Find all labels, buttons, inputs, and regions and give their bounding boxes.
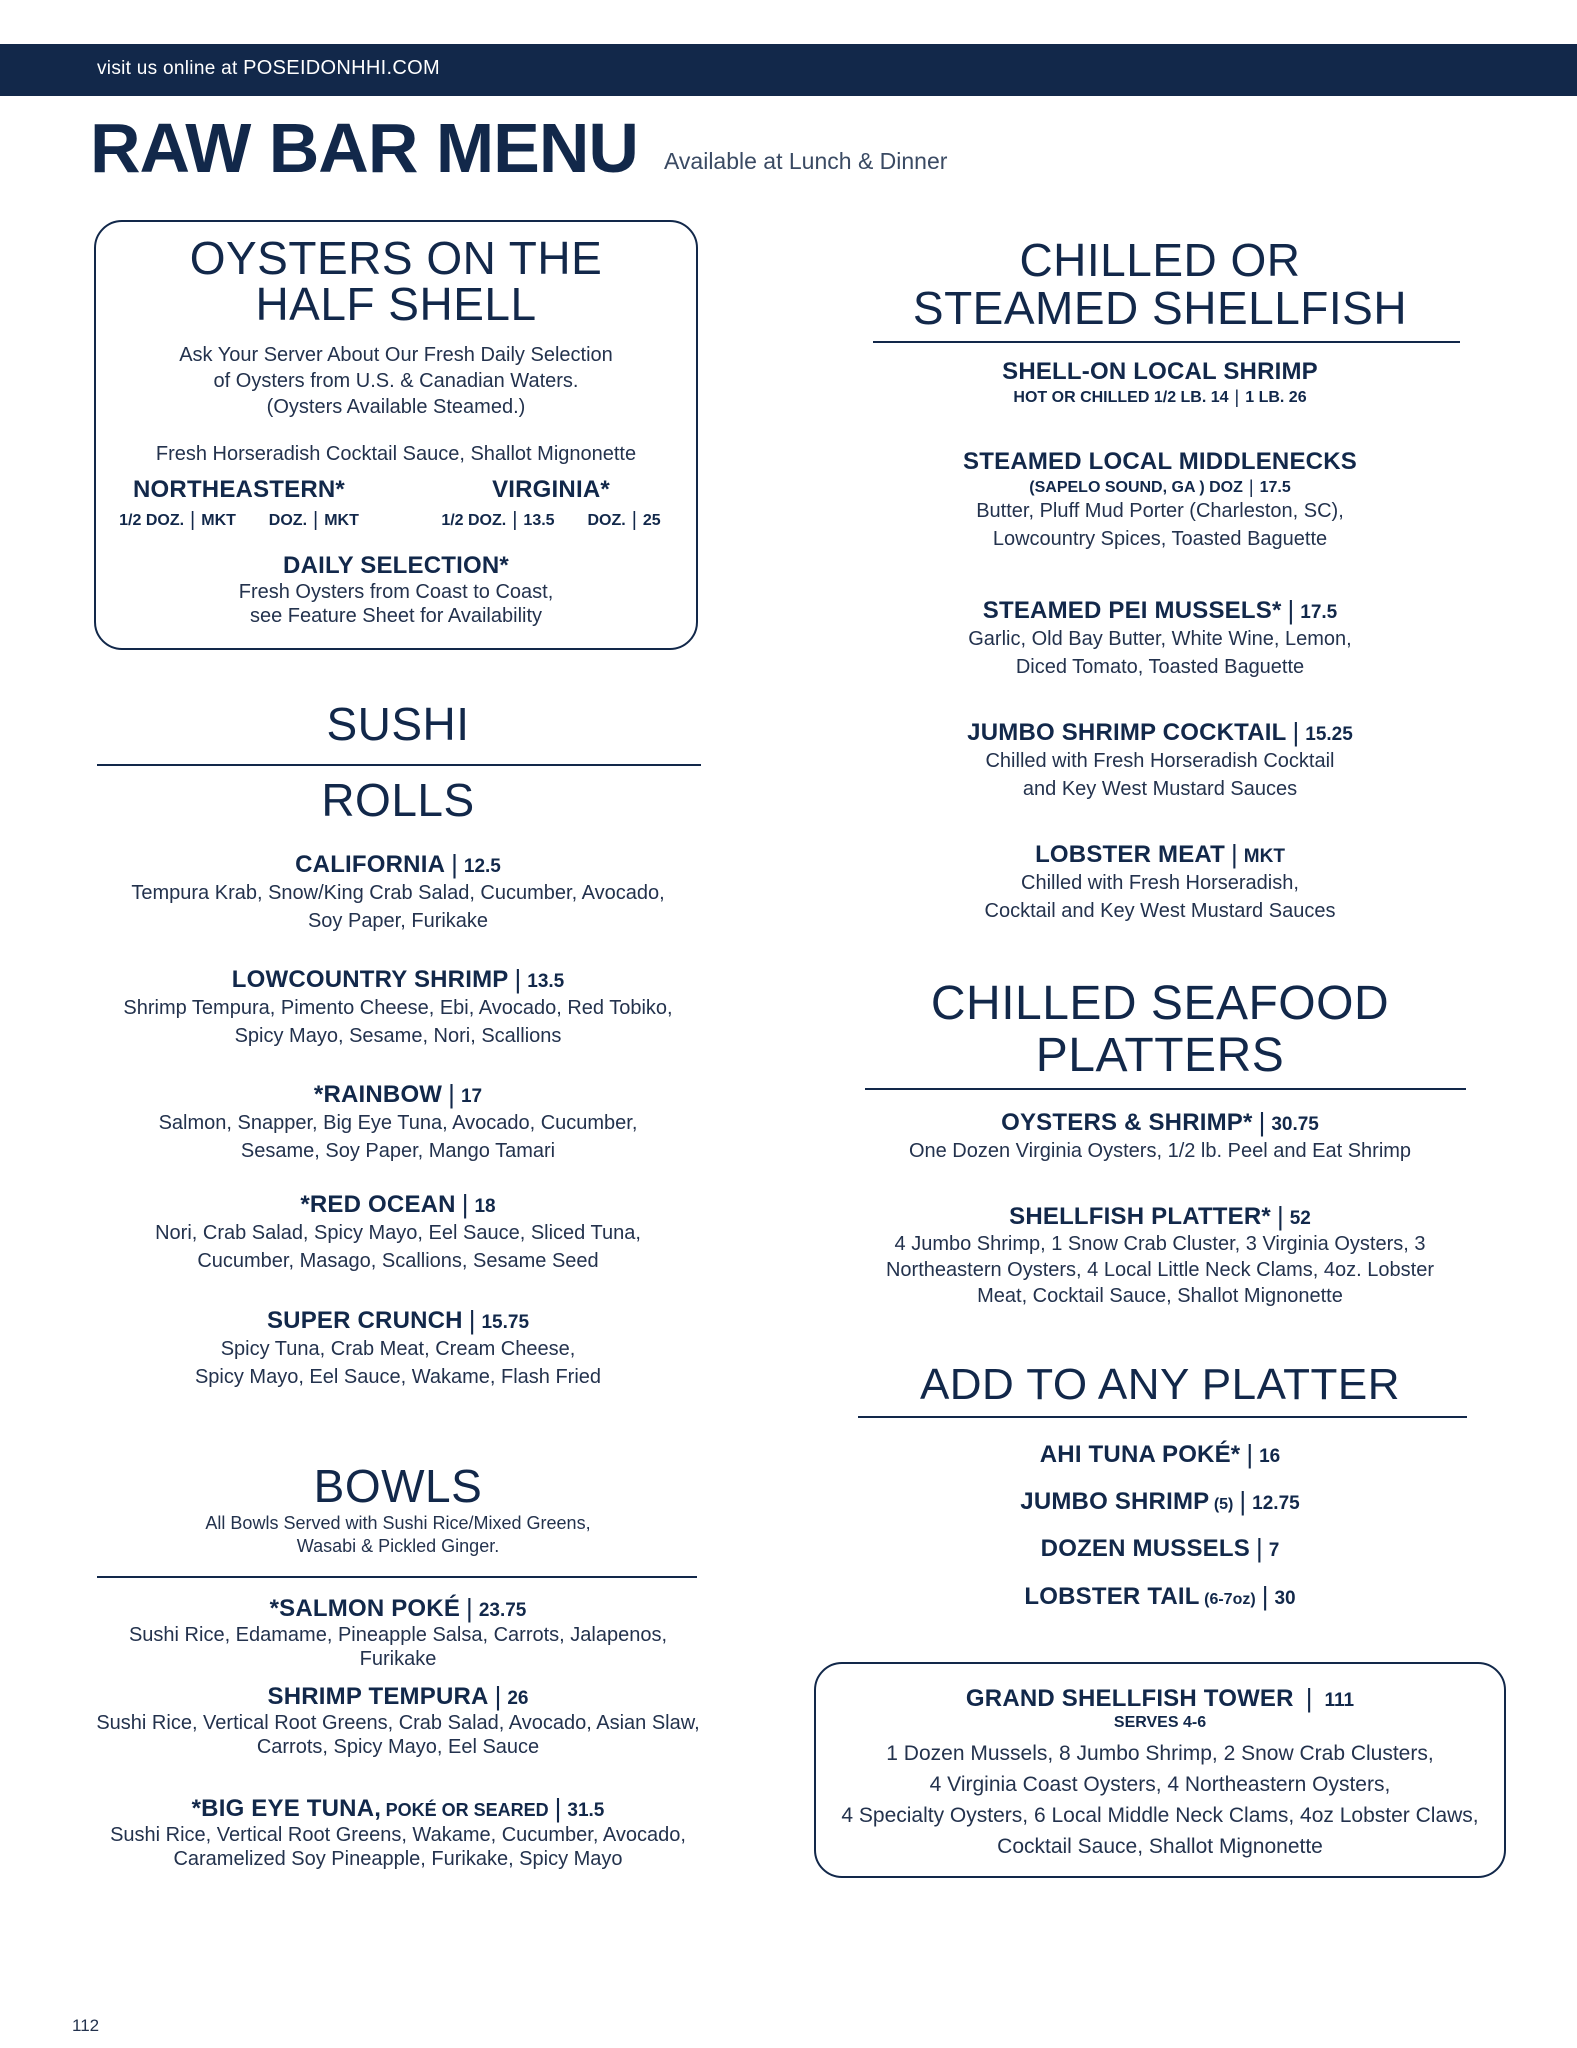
addon-item: AHI TUNA POKÉ* | 16 bbox=[1039, 1439, 1281, 1469]
daily-selection-desc: Fresh Oysters from Coast to Coast, see Feature Sheet for Availability bbox=[238, 581, 554, 627]
page-title: RAW BAR MENU bbox=[90, 109, 638, 187]
bowls-heading bbox=[88, 1462, 708, 1558]
rolls-heading bbox=[88, 776, 708, 824]
tower-heading: GRAND SHELLFISH TOWER | 111 bbox=[965, 1683, 1355, 1713]
shellfish-item: LOBSTER MEAT | MKT Chilled with Fresh Horseradish, Cocktail and Key West Mustard Sauces bbox=[984, 839, 1336, 922]
platter-item: SHELLFISH PLATTER* | 52 4 Jumbo Shrimp, 1 Snow Crab Cluster, 3 Virginia Oysters, 3 Northeastern Oysters, 4 Local Little Neck Clams, 4oz. Lobster Meat, Cocktail Sauce, Shallot Mignonette bbox=[885, 1201, 1434, 1307]
shellfish-title-line1: CHILLED OR bbox=[1019, 234, 1301, 286]
addons-heading bbox=[860, 1362, 1460, 1408]
northeastern-prices: 1/2 DOZ. | MKT DOZ. | MKT bbox=[119, 509, 359, 531]
tower-serves: SERVES 4-6 bbox=[1113, 1714, 1207, 1731]
virginia-name: VIRGINIA* bbox=[492, 476, 610, 503]
top-banner bbox=[0, 44, 1577, 96]
sushi-section bbox=[88, 700, 708, 748]
roll-item: *RED OCEAN | 18 Nori, Crab Salad, Spicy Mayo, Eel Sauce, Sliced Tuna, Cucumber, Masago, Scallions, Sesame Seed bbox=[155, 1189, 641, 1272]
virginia-oyster bbox=[416, 476, 686, 531]
website-prefix: visit us online at bbox=[97, 58, 244, 79]
shellfish-item: STEAMED PEI MUSSELS* | 17.5 Garlic, Old Bay Butter, White Wine, Lemon, Diced Tomato, Toasted Baguette bbox=[968, 595, 1352, 678]
virginia-prices: 1/2 DOZ. | 13.5 DOZ. | 25 bbox=[441, 509, 661, 531]
platter-item: OYSTERS & SHRIMP* | 30.75 One Dozen Virginia Oysters, 1/2 lb. Peel and Eat Shrimp bbox=[908, 1107, 1412, 1162]
oysters-intro-line: Ask Your Server About Our Fresh Daily Selection bbox=[179, 344, 613, 366]
shellfish-heading bbox=[860, 236, 1460, 333]
tower-desc: 1 Dozen Mussels, 8 Jumbo Shrimp, 2 Snow Crab Clusters, 4 Virginia Coast Oysters, 4 Northeastern Oysters, 4 Specialty Oysters, 6 Local Middle Neck Clams, 4oz Lobster Claws, Cocktail Sauce, Shallot Mignonette bbox=[841, 1742, 1479, 1858]
roll-item: *RAINBOW | 17 Salmon, Snapper, Big Eye Tuna, Avocado, Cucumber, Sesame, Soy Paper, Mango Tamari bbox=[158, 1079, 638, 1162]
oysters-box bbox=[94, 220, 698, 650]
oysters-intro-line: (Oysters Available Steamed.) bbox=[266, 396, 526, 418]
addons-title: ADD TO ANY PLATTER bbox=[919, 1360, 1401, 1409]
website-link[interactable]: POSEIDONHHI.COM bbox=[243, 57, 440, 79]
platters-rule bbox=[865, 1088, 1466, 1090]
page-subtitle: Available at Lunch & Dinner bbox=[664, 148, 948, 174]
sushi-rule bbox=[97, 764, 701, 766]
bowls-note-line: All Bowls Served with Sushi Rice/Mixed Greens, bbox=[205, 1513, 591, 1534]
oysters-intro bbox=[96, 342, 696, 420]
platters-title-line1: CHILLED SEAFOOD bbox=[930, 977, 1390, 1030]
website-line bbox=[97, 57, 440, 80]
roll-item: SUPER CRUNCH | 15.75 Spicy Tuna, Crab Meat, Cream Cheese, Spicy Mayo, Eel Sauce, Wakame, Flash Fried bbox=[194, 1305, 602, 1388]
sushi-title: SUSHI bbox=[326, 698, 470, 750]
tower-price: 111 bbox=[1324, 1690, 1355, 1711]
platters-title-line2: PLATTERS bbox=[1035, 1029, 1285, 1082]
addon-item: JUMBO SHRIMP (5) | 12.75 bbox=[1020, 1486, 1300, 1516]
rolls-title: ROLLS bbox=[321, 774, 475, 826]
oysters-sauces: Fresh Horseradish Cocktail Sauce, Shallot Mignonette bbox=[155, 443, 637, 465]
bowls-title: BOWLS bbox=[313, 1460, 483, 1512]
bowl-item: *BIG EYE TUNA, POKÉ OR SEARED | 31.5 Sushi Rice, Vertical Root Greens, Wakame, Cucumber, Avocado, Caramelized Soy Pineapple, Furikake, Spicy Mayo bbox=[110, 1793, 686, 1870]
shellfish-item: STEAMED LOCAL MIDDLENECKS (SAPELO SOUND, GA ) DOZ | 17.5 Butter, Pluff Mud Porter (Charleston, SC), Lowcountry Spices, Toasted Baguette bbox=[963, 448, 1357, 550]
shellfish-title-line2: STEAMED SHELLFISH bbox=[912, 282, 1408, 335]
oysters-title-line1: OYSTERS ON THE bbox=[189, 232, 603, 284]
page-number: 112 bbox=[72, 2016, 100, 2035]
addon-item: DOZEN MUSSELS | 7 bbox=[1040, 1533, 1280, 1563]
addon-item: LOBSTER TAIL (6-7oz) | 30 bbox=[1024, 1581, 1296, 1611]
northeastern-name: NORTHEASTERN* bbox=[133, 476, 345, 503]
shellfish-rule bbox=[873, 341, 1460, 343]
tower-name: GRAND SHELLFISH TOWER bbox=[965, 1685, 1294, 1712]
bowls-note-line: Wasabi & Pickled Ginger. bbox=[296, 1536, 500, 1557]
oysters-title-line2: HALF SHELL bbox=[255, 278, 537, 330]
shellfish-item: JUMBO SHRIMP COCKTAIL | 15.25 Chilled with Fresh Horseradish Cocktail and Key West Mustard Sauces bbox=[967, 717, 1353, 800]
bowl-item: *SALMON POKÉ | 23.75 Sushi Rice, Edamame, Pineapple Salsa, Carrots, Jalapenos, Furikake bbox=[128, 1593, 668, 1670]
roll-item: CALIFORNIA | 12.5 Tempura Krab, Snow/King Crab Salad, Cucumber, Avocado, Soy Paper, Furikake bbox=[131, 849, 665, 932]
bowl-item: SHRIMP TEMPURA | 26 Sushi Rice, Vertical Root Greens, Crab Salad, Avocado, Asian Slaw, Carrots, Spicy Mayo, Eel Sauce bbox=[96, 1681, 700, 1758]
oysters-intro-line: of Oysters from U.S. & Canadian Waters. bbox=[213, 370, 579, 392]
addons-rule bbox=[858, 1416, 1467, 1418]
platters-heading bbox=[860, 978, 1460, 1082]
bowls-rule bbox=[97, 1576, 697, 1578]
shellfish-item: SHELL-ON LOCAL SHRIMP HOT OR CHILLED 1/2 LB. 14 | 1 LB. 26 bbox=[1002, 358, 1318, 407]
tower-box bbox=[814, 1662, 1506, 1878]
daily-selection-name: DAILY SELECTION* bbox=[283, 552, 509, 579]
roll-item: LOWCOUNTRY SHRIMP | 13.5 Shrimp Tempura, Pimento Cheese, Ebi, Avocado, Red Tobiko, Spicy Mayo, Sesame, Nori, Scallions bbox=[123, 964, 673, 1047]
northeastern-oyster bbox=[104, 476, 374, 531]
